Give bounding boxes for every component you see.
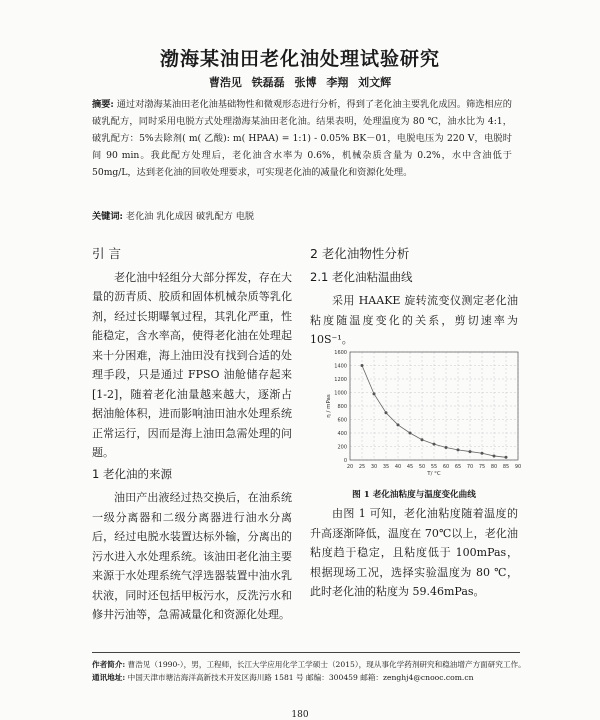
abstract-text: 通过对渤海某油田老化油基础物性和微观形态进行分析，得到了老化油主要乳化成因。筛选相应的破乳配方，同时采用电脱方式处理渤海某油田老化油。结果表明，处理温度为 80 ℃，油水比为 4:1，破乳配方：5%去除剂( m( 乙酸): m( HPAA) = 1:1) - 0.05% BK－01，电脱电压为 220 V，电脱时间 90 min。我此配方处理后，老化油含水率为 0.6%，机械杂质含量为 0.2%，水中含油低于 50mg/L，达到老化油的回收处理要求，可实现老化油的减量化和资源化处理。: [92, 99, 512, 178]
data-point: [433, 443, 436, 446]
data-point: [373, 392, 376, 395]
y-tick-label: 200: [337, 444, 347, 451]
y-tick-label: 1000: [334, 390, 347, 397]
x-tick-label: 50: [418, 464, 426, 470]
page-number: 180: [291, 710, 309, 720]
y-tick-label: 400: [337, 431, 347, 437]
x-tick-label: 60: [442, 464, 450, 470]
y-tick-label: 1400: [334, 363, 347, 370]
data-point: [385, 411, 388, 414]
intro-heading: 引 言: [92, 246, 121, 261]
x-tick-label: 25: [358, 464, 366, 470]
y-tick-label: 600: [337, 417, 347, 424]
x-tick-label: 55: [430, 464, 438, 470]
author-bio-label: 作者简介:: [92, 660, 126, 669]
x-tick-label: 65: [454, 464, 462, 470]
y-tick-label: 800: [337, 404, 347, 410]
x-tick-label: 90: [514, 464, 522, 470]
y-tick-label: 1600: [334, 350, 347, 356]
section-2-heading: 2 老化油物性分析: [310, 246, 410, 261]
paper-title: 渤海某油田老化油处理试验研究: [159, 48, 440, 70]
contact-label: 通讯地址:: [92, 673, 126, 682]
viscosity-temperature-chart: [322, 344, 538, 476]
keywords-text: 老化油 乳化成因 破乳配方 电脱: [125, 211, 255, 222]
right-column: [310, 244, 518, 350]
x-tick-label: 40: [394, 464, 402, 470]
keywords: [92, 208, 512, 222]
x-tick-label: 80: [490, 464, 498, 470]
y-tick-label: 0: [343, 458, 347, 464]
x-tick-label: 70: [466, 464, 474, 470]
x-tick-label: 85: [502, 464, 510, 470]
figure-discussion-text: 由图 1 可知，老化油粘度随着温度的升高逐渐降低，温度在 70℃以上，老化油粘度趋于稳定，且粘度低于 100mPas，根据现场工况，选择实验温度为 80 ℃，此时老化油的粘度为 59.46mPas。: [310, 507, 518, 598]
data-point: [505, 456, 508, 459]
x-tick-label: 45: [406, 464, 414, 470]
author-bio-text: 曹浩见（1990-），男，工程师，长江大学应用化学工学硕士（2015），现从事化学药剂研究和稳油增产方面研究工作。: [127, 660, 526, 669]
keywords-label: 关键词:: [92, 211, 123, 222]
contact-text: 中国天津市塘沽海洋高新技术开发区海川路 1581 号 邮编：300459 邮箱：zenghj4@cnooc.com.cn: [127, 673, 474, 682]
data-point: [409, 432, 412, 435]
section-1-heading: 1 老化油的来源: [92, 466, 172, 481]
data-point: [361, 364, 364, 367]
author-bio: [92, 658, 532, 671]
abstract: [92, 96, 512, 181]
data-point: [481, 452, 484, 455]
data-point: [397, 423, 400, 426]
footnote-divider: [92, 652, 520, 653]
abstract-label: 摘要:: [92, 99, 114, 110]
left-column: [92, 244, 292, 625]
contact-info: [92, 671, 532, 684]
y-tick-label: 1200: [334, 377, 347, 383]
section-2-1-paragraph: 采用 HAAKE 旋转流变仪测定老化油粘度随温度变化的关系，剪切速率为 10S⁻¹。: [310, 294, 518, 346]
x-tick-label: 20: [346, 464, 354, 470]
data-point: [445, 446, 448, 449]
y-axis-label: η / mPas: [326, 394, 332, 418]
footnote: [92, 658, 532, 684]
data-point: [493, 454, 496, 457]
x-tick-label: 30: [370, 464, 378, 470]
section-1-paragraph: 油田产出液经过热交换后，在油系统一级分离器和二级分离器进行油水分离后，经过电脱水装置达标外输，分离出的污水进入水处理系统。该油田老化油主要来源于水处理系统气浮选器装置中油水乳状液，同时还包括甲板污水，反洗污水和修井污油等，急需减量化和资源化处理。: [92, 491, 292, 621]
figure-discussion-paragraph: [310, 504, 518, 602]
data-point: [457, 448, 460, 451]
data-point: [421, 438, 424, 441]
section-2-1-heading: 2.1 老化油粘温曲线: [310, 269, 413, 284]
figure-1-caption: 图 1 老化油粘度与温度变化曲线: [352, 490, 476, 500]
data-point: [469, 450, 472, 453]
x-tick-label: 35: [382, 464, 390, 470]
intro-paragraph: 老化油中轻组分大部分挥发，存在大量的沥青质、胶质和固体机械杂质等乳化剂，经过长期曝氧过程，其乳化严重，性能稳定，含水率高，使得老化油在处理起来十分困难，海上油田没有找到合适的处理手段，只是通过 FPSO 油舱储存起来[1-2]，随着老化油量越来越大，逐渐占据油舱体积，进而影响油田油水处理系统正常运行，因而是海上油田急需处理的问题。: [92, 270, 292, 459]
x-tick-label: 75: [478, 464, 486, 470]
x-axis-label: T/ °C: [427, 471, 441, 476]
author-list: 曹浩见 铁磊磊 张博 李翔 刘文辉: [208, 76, 392, 89]
